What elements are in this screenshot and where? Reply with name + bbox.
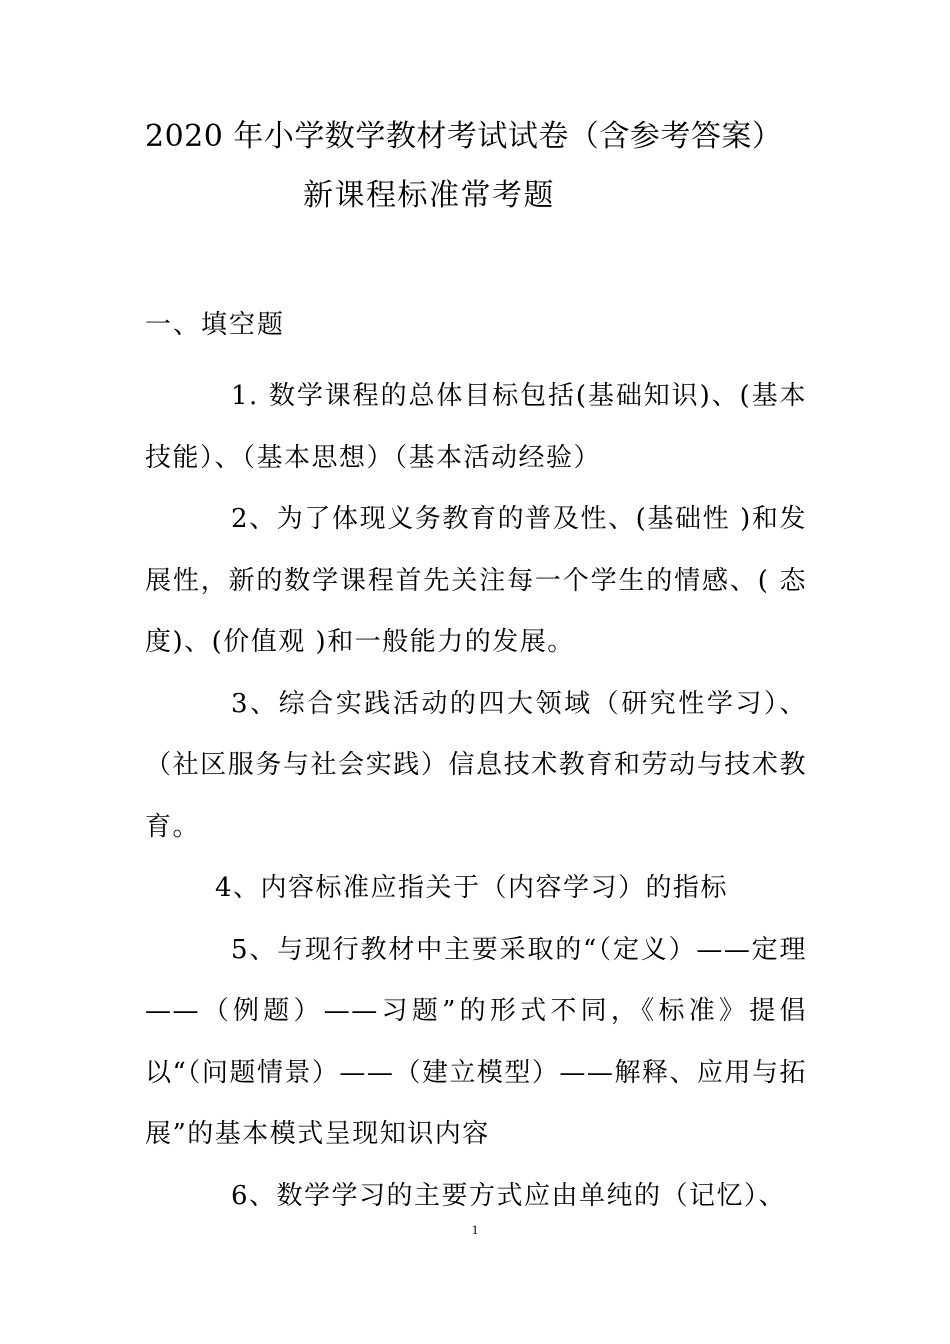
question-1: 1. 数学课程的总体目标包括(基础知识)、(基本技能）、（基本思想）（基本活动经验） (145, 381, 807, 473)
document-body (145, 366, 807, 1227)
document-title: 2020 年小学数学教材考试试卷（含参考答案） (145, 119, 783, 154)
page-number: 1 (471, 1222, 479, 1237)
question-5: 5、与现行教材中主要采取的“（定义）——定理——（例题）——习题”的形式不同，《标准》提倡以“（问题情景）——（建立模型）——解释、应用与拓展”的基本模式呈现知识内容 (145, 934, 807, 1149)
document-subtitle: 新课程标准常考题 (303, 178, 555, 213)
question-6: 6、数学学习的主要方式应由单纯的（记忆）、 (231, 1180, 787, 1211)
section-heading: 一、填空题 (145, 310, 286, 340)
question-3: 3、综合实践活动的四大领域（研究性学习）、（社区服务与社会实践）信息技术教育和劳动与技术教育。 (145, 688, 807, 842)
question-2: 2、为了体现义务教育的普及性、(基础性 )和发展性，新的数学课程首先关注每一个学生的情感、( 态度)、(价值观 )和一般能力的发展。 (145, 504, 807, 657)
question-4: 4、内容标准应指关于（内容学习）的指标 (215, 873, 729, 903)
